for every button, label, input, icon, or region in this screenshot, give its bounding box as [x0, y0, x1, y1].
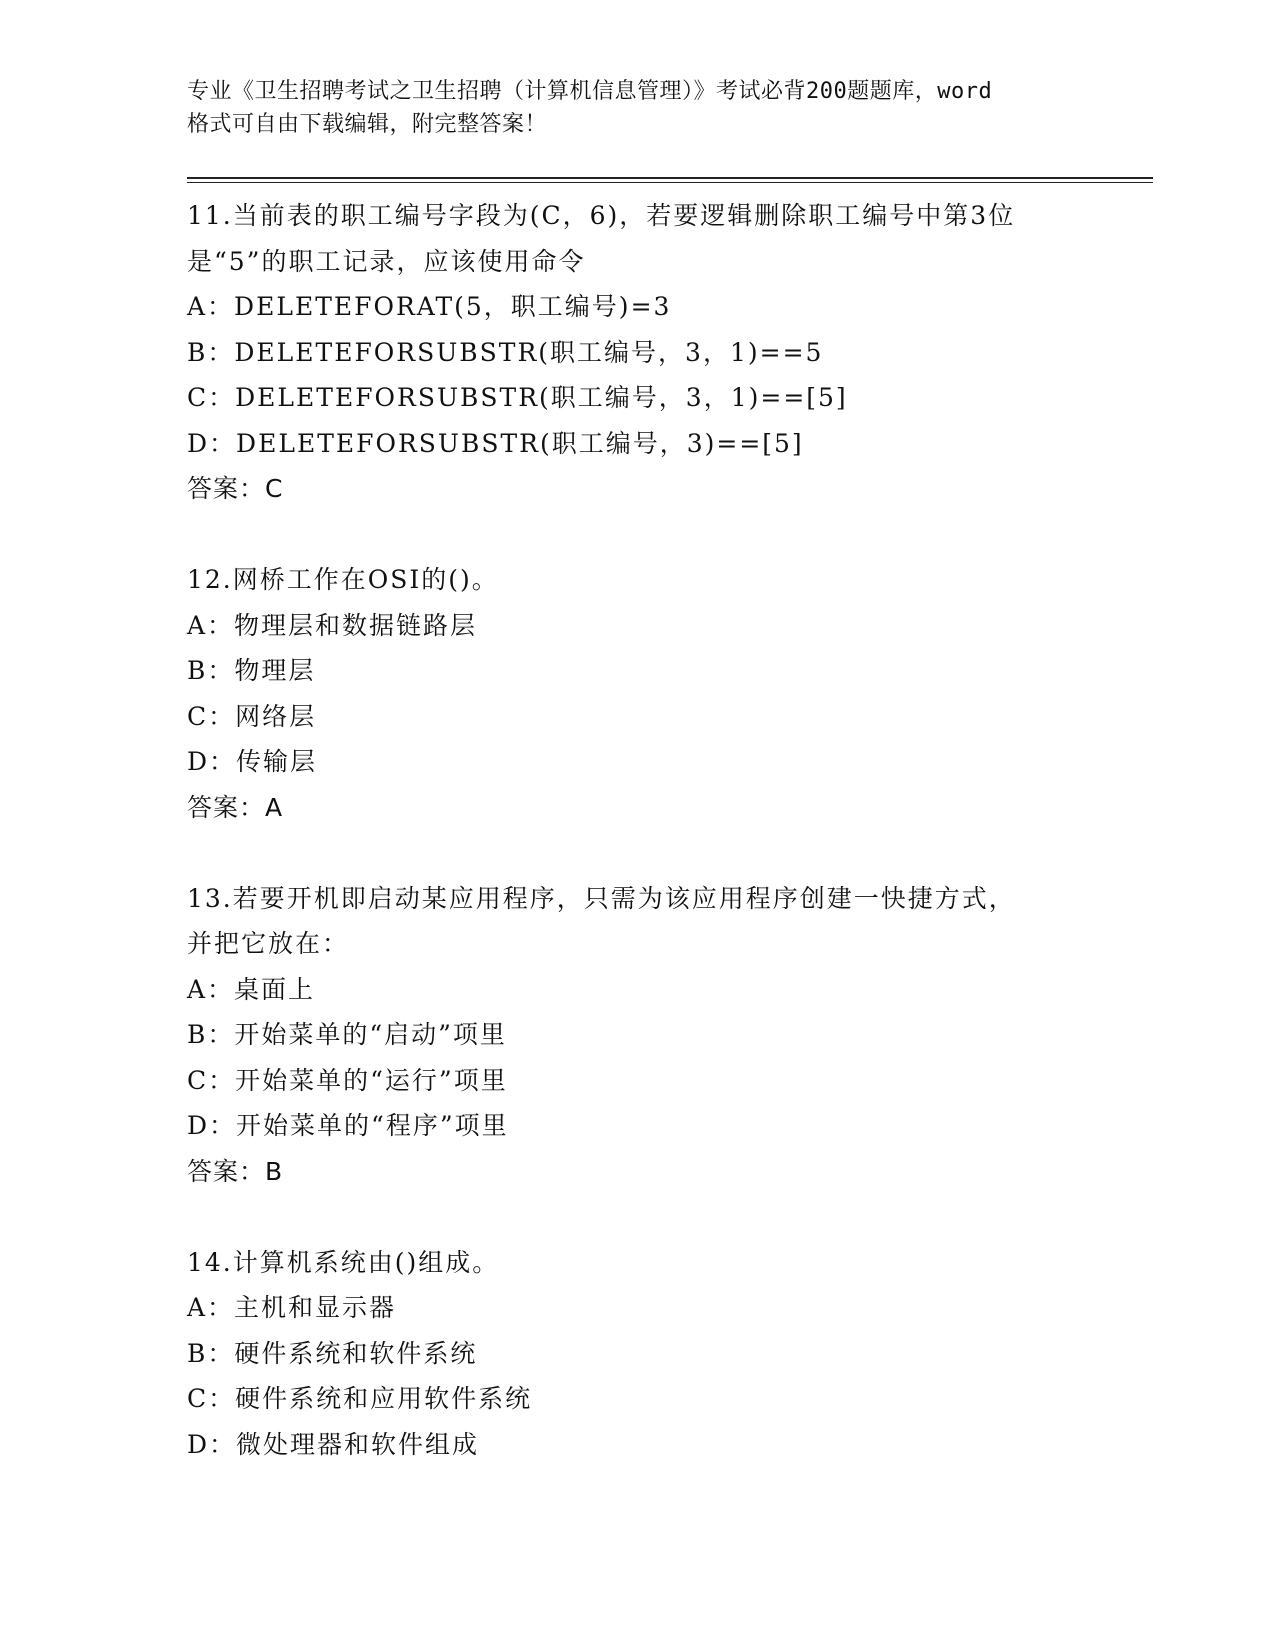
option-c: C：开始菜单的“运行”项里 [187, 1065, 508, 1095]
answer: 答案：A [187, 792, 284, 822]
option-a: A：DELETEFORAT(5，职工编号)=3 [187, 292, 672, 321]
question-14 [187, 1240, 1153, 1468]
spacer [187, 512, 1153, 558]
spacer [187, 830, 1153, 876]
option-c: C：硬件系统和应用软件系统 [187, 1384, 533, 1413]
question-text: 是“5”的职工记录，应该使用命令 [187, 246, 586, 276]
option-b: B：开始菜单的“启动”项里 [187, 1020, 507, 1049]
answer: 答案：B [187, 1156, 284, 1186]
answer: 答案：C [187, 474, 284, 503]
option-d: D：DELETEFORSUBSTR(职工编号，3)==[5] [187, 428, 804, 458]
spacer [187, 1194, 1153, 1240]
option-c: C：网络层 [187, 701, 317, 731]
option-b: B：DELETEFORSUBSTR(职工编号，3，1)==5 [187, 337, 824, 367]
document-header [187, 75, 1087, 141]
question-12 [187, 557, 1153, 830]
option-b: B：硬件系统和软件系统 [187, 1338, 478, 1368]
option-c: C：DELETEFORSUBSTR(职工编号，3，1)==[5] [187, 383, 848, 412]
question-text: 13.若要开机即启动某应用程序，只需为该应用程序创建一快捷方式， [187, 883, 1016, 913]
header-line-1: 专业《卫生招聘考试之卫生招聘（计算机信息管理）》考试必背200题题库，word [187, 79, 993, 104]
question-text: 并把它放在： [187, 929, 350, 958]
option-a: A：桌面上 [187, 974, 316, 1004]
question-list [187, 193, 1153, 1467]
question-text: 11.当前表的职工编号字段为(C，6)，若要逻辑删除职工编号中第3位 [187, 201, 1016, 230]
header-divider-thin [187, 182, 1153, 183]
question-13 [187, 876, 1153, 1195]
option-d: D：传输层 [187, 747, 318, 776]
option-a: A：主机和显示器 [187, 1293, 397, 1322]
question-11 [187, 193, 1153, 512]
question-text: 12.网桥工作在OSI的()。 [187, 565, 499, 594]
option-b: B：物理层 [187, 656, 316, 685]
header-line-2: 格式可自由下载编辑，附完整答案！ [187, 112, 548, 137]
question-text: 14.计算机系统由()组成。 [187, 1247, 500, 1277]
option-a: A：物理层和数据链路层 [187, 610, 478, 640]
header-divider-thick [187, 177, 1153, 179]
option-d: D：开始菜单的“程序”项里 [187, 1111, 509, 1140]
option-d: D：微处理器和软件组成 [187, 1429, 480, 1459]
